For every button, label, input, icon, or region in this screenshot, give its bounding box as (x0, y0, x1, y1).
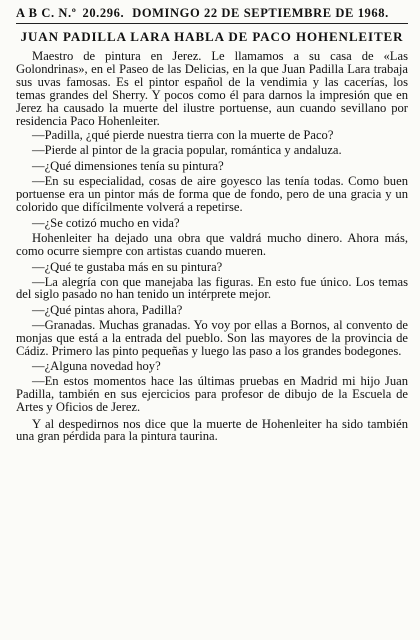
article-paragraph: Y al despedirnos nos dice que la muerte de Hohenleiter ha sido también una gran pérdida para la pintura taurina. (16, 416, 408, 444)
article-body (16, 50, 408, 443)
article-paragraph: —Granadas. Muchas granadas. Yo voy por ellas a Bornos, al convento de monjas que está a la entrada del pueblo. Son las mayores de la provincia de Cádiz. Primero las pinto pequeñas y luego las paso a los grandes bodegones. (16, 318, 408, 359)
article-paragraph: —La alegría con que manejaba las figuras. En esto fue único. Los temas del siglo pasado no han tenido un intérprete mejor. (16, 274, 408, 302)
article-paragraph: Maestro de pintura en Jerez. Le llamamos a su casa de «Las Golondrinas», en el Paseo de las Delicias, en la que Juan Padilla Lara trabaja sus uvas famosas. Es el pintor español de la vendimia y las cacerías, los temas grandes del Sherry. Y pocos como él para darnos la impresión que en Jerez ha causado la muerte del ilustre portuense, aun cuando sevillano por residencia Paco Hohenleiter. (16, 49, 408, 128)
masthead-rule (16, 23, 408, 24)
article-headline: JUAN PADILLA LARA HABLA DE PACO HOHENLEITER (20, 29, 404, 44)
article-paragraph: —En su especialidad, cosas de aire goyesco las tenía todas. Como buen portuense era un pintor más de forma que de fondo, pero de una gracia y un colorido que difícilmente volverá a repetirse. (16, 174, 408, 214)
article-paragraph: —Padilla, ¿qué pierde nuestra tierra con la muerte de Paco? (32, 128, 334, 143)
article-paragraph: —En estos momentos hace las últimas pruebas en Madrid mi hijo Juan Padilla, también en sus ejercicios para profesor de dibujo de la Escuela de Artes y Oficios de Jerez. (16, 373, 408, 414)
article-paragraph: —¿Qué pintas ahora, Padilla? (32, 303, 183, 318)
article-paragraph: —¿Qué dimensiones tenía su pintura? (32, 159, 224, 174)
article-paragraph: —¿Alguna novedad hoy? (32, 358, 161, 373)
paper-name: A B C. N.º (16, 6, 77, 20)
issue-date: DOMINGO 22 DE SEPTIEMBRE DE 1968. (132, 6, 389, 20)
article-paragraph: —¿Qué te gustaba más en su pintura? (32, 259, 223, 274)
issue-number: 20.296. (82, 6, 125, 20)
article-paragraph: —¿Se cotizó mucho en vida? (32, 215, 180, 230)
masthead (16, 5, 408, 21)
article-paragraph: —Pierde al pintor de la gracia popular, romántica y andaluza. (32, 143, 342, 158)
article-paragraph: Hohenleiter ha dejado una obra que valdrá mucho dinero. Ahora más, como ocurre siempre con artistas cuando mueren. (16, 230, 408, 258)
